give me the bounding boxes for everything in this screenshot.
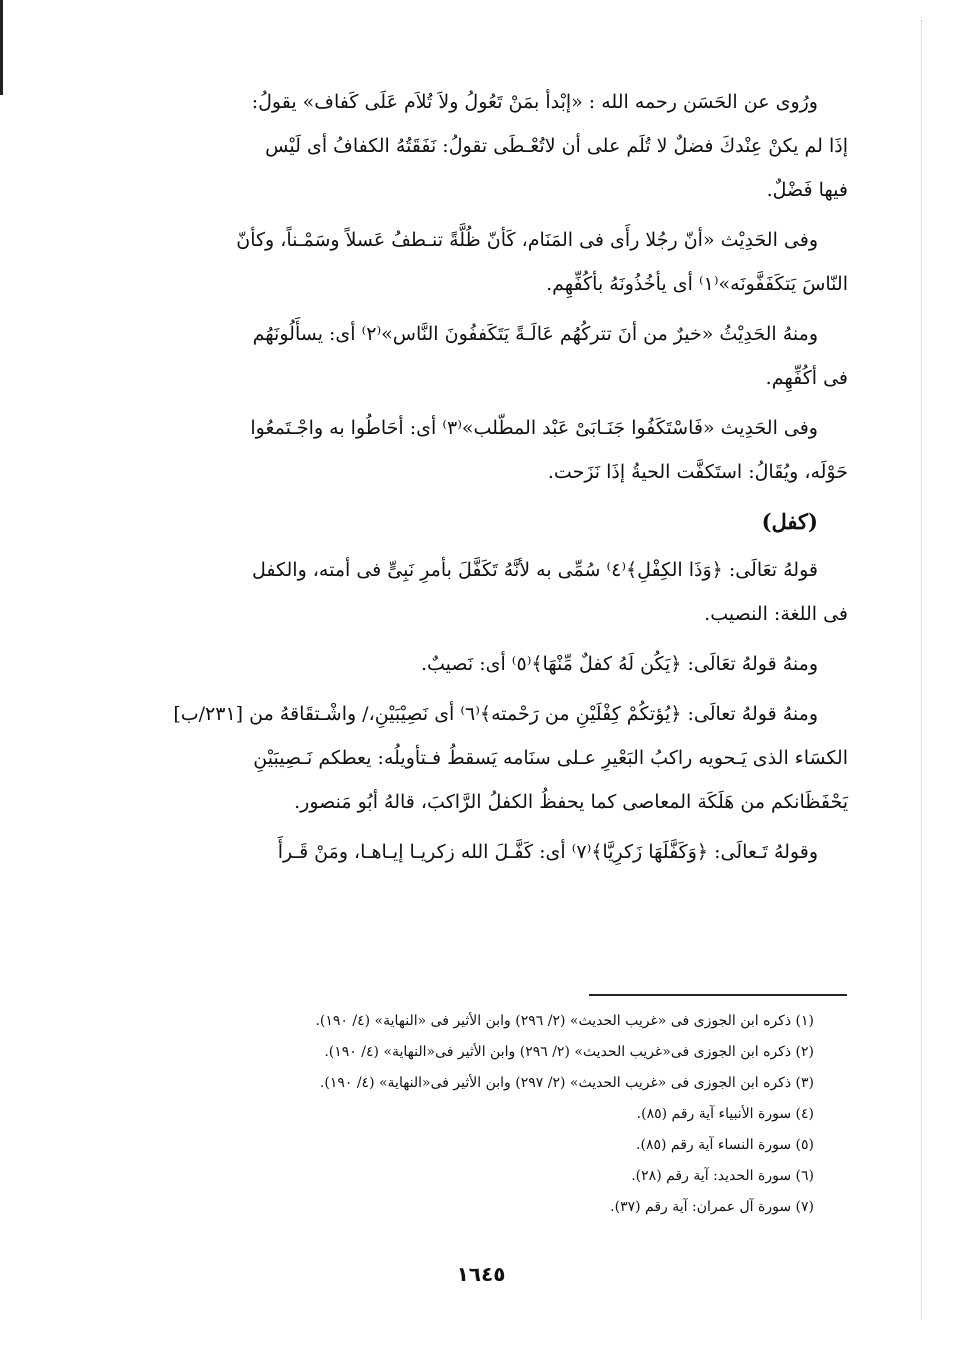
text-line: الكسَاء الذى يَـحويه راكبُ البَعْيرِ عـلى سنَامه يَسقطُ فـتأويلُه: يعطكم نَـصِيبَيْنِ [253, 747, 848, 769]
text-line: وفى الحَدِيْث «أنّ رجُلا رأَى فى المَنَام، كَأنّ ظُلَّةً تنـطفُ عَسلاً وسَمْـناً، وكأنّ [236, 229, 818, 251]
text-line: يَحْفَظَانكم من هَلَكَة المعاصى كما يحفظُ الكفلُ الرَّاكبَ، قالهُ أبُو مَنصور. [294, 791, 848, 813]
left-margin-rule [0, 0, 3, 95]
paragraph-kaffalaha [130, 830, 848, 874]
text-line: حَوْلَه، ويُقَالُ: استَكفَّت الحيةُ إذَا نَزَحت. [547, 461, 848, 483]
paragraph-hadith-dream [130, 218, 848, 306]
footnote-7: (٧) سورة آل عمران: آية رقم (٣٧). [610, 1199, 814, 1215]
page-body [130, 80, 848, 880]
page-number: ١٦٤٥ [456, 1262, 506, 1286]
footnote-5: (٥) سورة النساء آية رقم (٨٥). [636, 1137, 814, 1153]
footnote-3: (٣) ذكره ابن الجوزى فى «غريب الحديث» (٢/ ٢٩٧) وابن الأثير فى«النهاية» (٤/ ١٩٠). [319, 1075, 814, 1091]
text-line: فيها فَضْلٌ. [766, 179, 848, 201]
footnote-separator [589, 994, 847, 996]
text-line: وفى الحَدِيث «فَاسْتَكَفُوا جَنَـابَىْ عَبْد المطّلب»⁽٣⁾ أى: أحَاطُوا به واجْـتَمعُوا [250, 417, 818, 439]
text-line: ورُوى عن الحَسَن رحمه الله : «إبْدأ بمَنْ تَعُولُ ولاَ تُلاَم عَلَى كَفاف» يقولُ: [251, 91, 818, 113]
text-line: قولهُ تعَالَى: ﴿وَذَا الكِفْلِ﴾⁽٤⁾ سُمِّى به لأنَّهُ تَكَفَّلَ بأمرِ نَبِىٍّ فى أمته، والكفل [252, 559, 818, 581]
text-line: النّاسَ يَتكَفَفَّونَه»⁽١⁾ أى يأخُذُونَهُ بأكُفِّهِم. [546, 273, 848, 295]
margin-dotted-line [920, 20, 922, 1320]
text-line: فى اللغة: النصيب. [704, 603, 848, 625]
text-line: وقولهُ تَـعالَى: ﴿وَكَفَّلَهَا زَكرِيَّا﴾⁽٧⁾ أى: كَفَّـلَ الله زكريـا إيـاهـا، ومَنْ قَـرأَ [277, 841, 818, 863]
footnote-4: (٤) سورة الأنبياء آية رقم (٨٥). [636, 1106, 814, 1122]
text-line: ومنهُ قولهُ تعَالَى: ﴿يَكُن لَهُ كفلٌ مِّنْهَا﴾⁽٥⁾ أى: نَصيبٌ. [420, 653, 818, 675]
section-heading: (كفل) [761, 509, 818, 534]
paragraph-dhal-kifl [130, 548, 848, 636]
footnote-1: (١) ذكره ابن الجوزى فى «غريب الحديث» (٢/ ٢٩٦) وابن الأثير فى «النهاية» (٤/ ١٩٠). [315, 1013, 814, 1029]
text-line: ومنهُ الحَدِيْثُ «خيرٌ من أنَ تتركُهُم عَالَـةً يَتَكَففُونَ النَّاس»⁽٢⁾ أى: يسأَلُونَهُم [252, 323, 818, 345]
text-line: إذَا لم يكنْ عِنْدكَ فضلٌ لا تُلَم على أن لاتُعْـطَى تقولُ: نَفَقَتُهُ الكفافُ أى لَيْس [265, 135, 848, 157]
paragraph-kifl-minha [130, 642, 848, 686]
paragraph-hadith-abdulmuttalib [130, 406, 848, 494]
text-line: ومنهُ قولهُ تعالَى: ﴿يُؤتكُمْ كِفْلَيْنِ من رَحْمته﴾⁽٦⁾ أى نَصِيْبَيْنِ،/ واشْـتقَاقهُ من [٢٣١/ب] [173, 703, 818, 725]
footnotes [114, 1006, 814, 1223]
footnote-2: (٢) ذكره ابن الجوزى فى«غريب الحديث» (٢/ ٢٩٦) وابن الأثير فى«النهاية» (٤/ ١٩٠). [324, 1044, 814, 1060]
paragraph-hadith-poor [130, 312, 848, 400]
text-line: فى أكُفِّهِم. [765, 367, 848, 389]
footnote-6: (٦) سورة الحديد: آية رقم (٢٨). [631, 1168, 814, 1184]
paragraph-kiflayn [130, 692, 848, 824]
paragraph-hasan [130, 80, 848, 212]
